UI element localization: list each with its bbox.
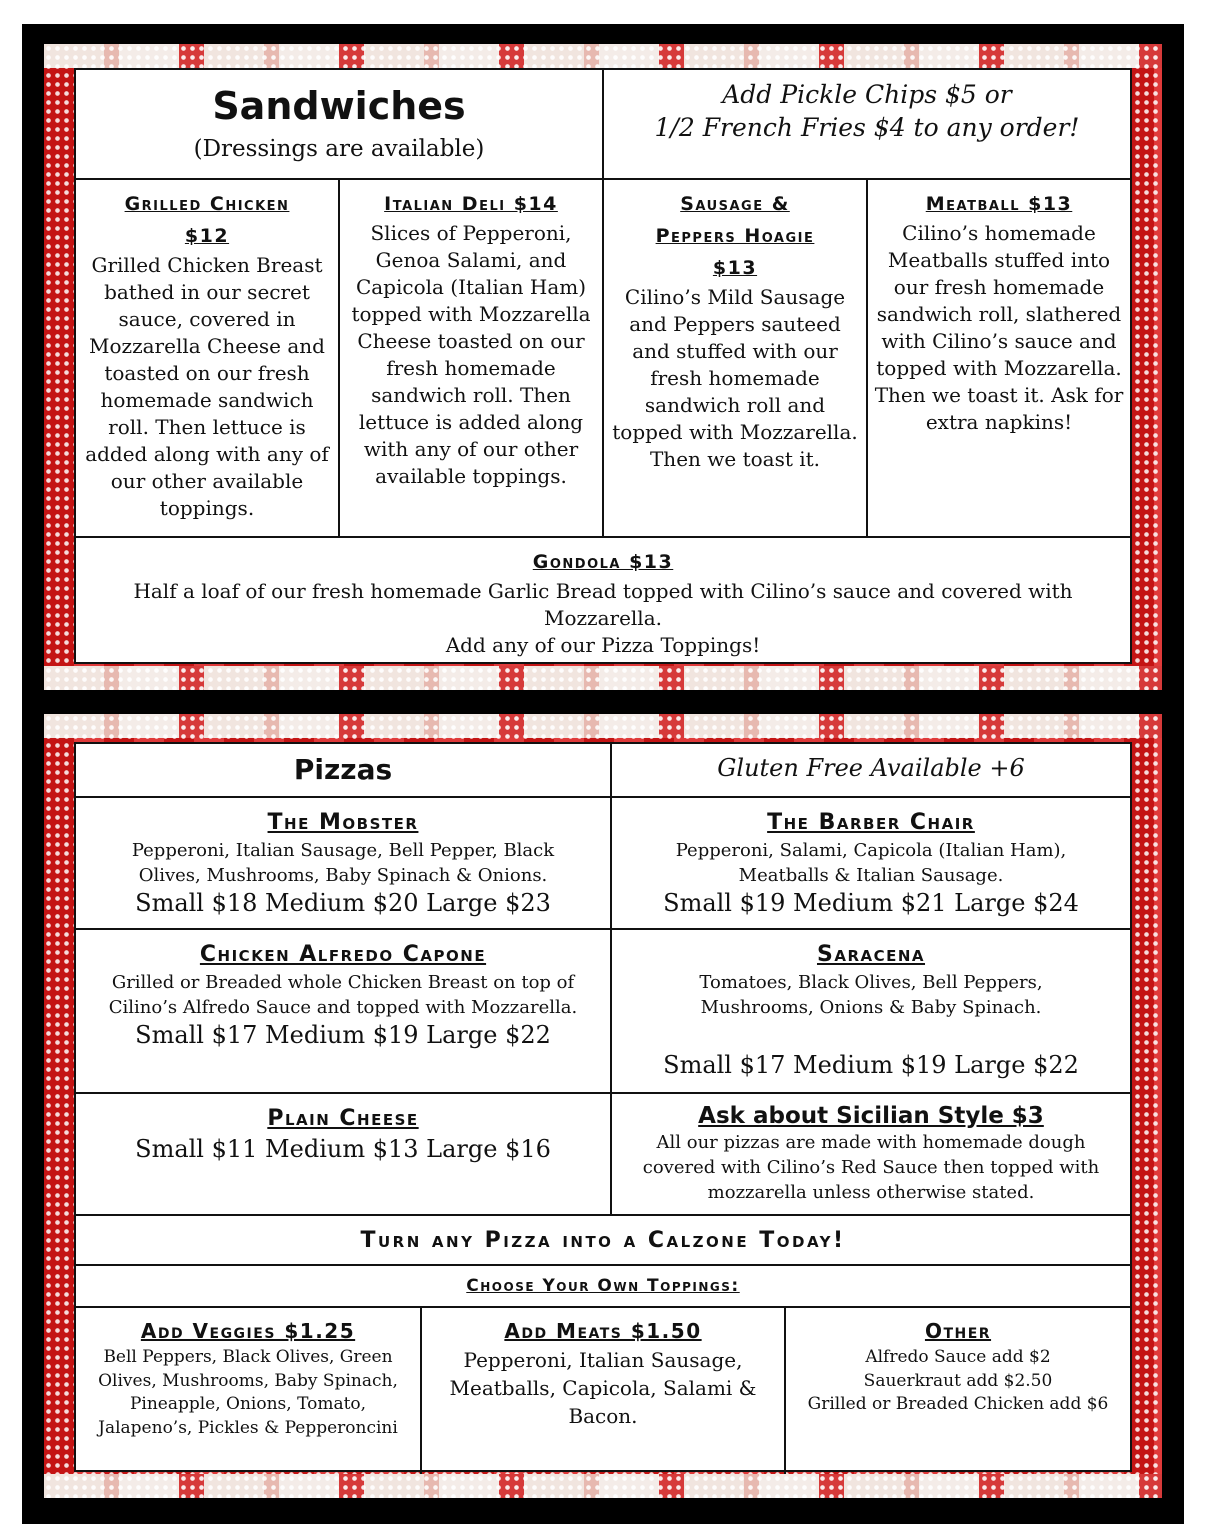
pizzas-title: Pizzas	[293, 753, 393, 786]
sandwiches-note-line2: 1/2 French Fries $4 to any order!	[654, 113, 1080, 142]
sandwich-item	[340, 180, 604, 536]
veggies-description: Bell Peppers, Black Olives, Green Olives, Mushrooms, Baby Spinach, Pineapple, Onions, Tomato, Jalapeno’s, Pickles & Pepperoncini	[98, 1347, 398, 1438]
other-line3: Grilled or Breaded Chicken add $6	[807, 1394, 1109, 1414]
sandwich-description: Cilino’s homemade Meatballs stuffed into our fresh homemade sandwich roll, slathered with Cilino’s sauce and topped with Mozzarella. Then we toast it. Ask for extra napkins!	[874, 221, 1124, 434]
other-line1: Alfredo Sauce add $2	[865, 1347, 1051, 1367]
sandwich-description: Slices of Pepperoni, Genoa Salami, and Capicola (Italian Ham) topped with Mozzarella Cheese toasted on our fresh homemade sandwich roll. Then lettuce is added along with any of our other available toppings.	[351, 221, 591, 488]
choose-toppings-text: Choose Your Own Toppings:	[466, 1276, 740, 1296]
sandwiches-title-cell	[76, 70, 604, 178]
pizzas-title-cell	[76, 744, 612, 796]
sandwiches-items	[76, 180, 1130, 538]
sandwich-title: Grilled Chicken	[124, 193, 290, 215]
sandwich-title: Meatball $13	[925, 193, 1073, 215]
sandwiches-note-line1: Add Pickle Chips $5 or	[722, 80, 1012, 109]
pizza-title: Saracena	[816, 942, 926, 967]
sandwich-title: Sausage &	[680, 193, 790, 215]
sandwiches-header	[76, 70, 1130, 180]
pizza-title: The Barber Chair	[767, 810, 975, 835]
other-title: Other	[924, 1319, 992, 1343]
sandwiches-panel	[44, 44, 1162, 690]
pizza-desc-line2: Mushrooms, Onions & Baby Spinach.	[700, 997, 1042, 1018]
toppings-meats	[422, 1308, 786, 1474]
toppings-veggies	[76, 1308, 422, 1474]
sicilian-desc-line3: mozzarella unless otherwise stated.	[707, 1182, 1035, 1203]
toppings-row	[76, 1308, 1130, 1474]
meats-description: Pepperoni, Italian Sausage, Meatballs, Capicola, Salami & Bacon.	[449, 1348, 757, 1428]
veggies-title: Add Veggies $1.25	[140, 1319, 356, 1343]
pizza-title: The Mobster	[267, 810, 419, 835]
checkered-strip-bottom	[44, 666, 1162, 690]
pizza-item	[76, 930, 612, 1092]
other-line2: Sauerkraut add $2.50	[863, 1370, 1053, 1391]
sandwich-title: Peppers Hoagie	[655, 225, 815, 247]
toppings-other	[786, 1308, 1130, 1474]
gondola-desc-line2: Mozzarella.	[544, 606, 662, 630]
pizza-desc-line1: Tomatoes, Black Olives, Bell Peppers,	[699, 972, 1043, 993]
pizza-prices: Small $11 Medium $13 Large $16	[135, 1135, 551, 1163]
gondola-section	[76, 538, 1130, 662]
checkered-strip-top	[44, 714, 1162, 738]
gondola-desc-line1: Half a loaf of our fresh homemade Garlic Bread topped with Cilino’s sauce and covered with	[133, 579, 1073, 603]
sicilian-item	[612, 1094, 1130, 1214]
gluten-free-note: Gluten Free Available +6	[717, 754, 1025, 782]
calzone-text: Turn any Pizza into a Calzone Today!	[360, 1227, 846, 1253]
pizza-desc-line2: Olives, Mushrooms, Baby Spinach & Onions.	[138, 865, 548, 886]
gondola-desc-line3: Add any of our Pizza Toppings!	[445, 633, 761, 657]
checkered-strip-bottom	[44, 1474, 1162, 1498]
pizzas-card	[74, 742, 1132, 1472]
pizza-row	[76, 798, 1130, 930]
pizza-row	[76, 930, 1130, 1094]
pizza-desc-line2: Cilino’s Alfredo Sauce and topped with Mozzarella.	[108, 997, 578, 1018]
meats-title: Add Meats $1.50	[504, 1319, 702, 1343]
gondola-title: Gondola $13	[532, 551, 674, 573]
sandwiches-card	[74, 68, 1132, 664]
pizza-prices: Small $17 Medium $19 Large $22	[663, 1051, 1079, 1079]
pizza-row	[76, 1094, 1130, 1216]
pizzas-header	[76, 744, 1130, 798]
sandwiches-subtitle: (Dressings are available)	[193, 136, 485, 162]
calzone-banner	[76, 1216, 1130, 1266]
sandwich-price: $13	[712, 257, 758, 279]
pizza-item	[76, 798, 612, 928]
pizza-prices: Small $18 Medium $20 Large $23	[135, 889, 551, 917]
sicilian-title: Ask about Sicilian Style $3	[698, 1103, 1044, 1129]
sandwiches-note-cell	[604, 70, 1130, 178]
sandwich-item	[76, 180, 340, 536]
sandwich-description: Grilled Chicken Breast bathed in our secret sauce, covered in Mozzarella Cheese and toasted on our fresh homemade sandwich roll. Then lettuce is added along with any of our other available toppings.	[85, 253, 329, 520]
pizzas-panel	[44, 714, 1162, 1498]
pizza-desc-line1: Pepperoni, Salami, Capicola (Italian Ham),	[675, 840, 1067, 861]
sandwich-description: Cilino’s Mild Sausage and Peppers sauteed and stuffed with our fresh homemade sandwich roll and topped with Mozzarella. Then we toast it.	[612, 285, 858, 471]
sandwich-title: Italian Deli $14	[384, 193, 558, 215]
sandwich-item	[604, 180, 868, 536]
sandwich-price: $12	[184, 225, 230, 247]
pizza-prices: Small $17 Medium $19 Large $22	[135, 1021, 551, 1049]
pizza-desc-line1: Pepperoni, Italian Sausage, Bell Pepper, Black	[131, 840, 555, 861]
pizza-item	[76, 1094, 612, 1214]
gluten-free-cell	[612, 744, 1130, 796]
sandwiches-title: Sandwiches	[212, 84, 466, 128]
pizza-desc-line2: Meatballs & Italian Sausage.	[738, 865, 1004, 886]
sicilian-desc-line1: All our pizzas are made with homemade dough	[656, 1132, 1086, 1153]
choose-toppings-header	[76, 1266, 1130, 1308]
pizza-title: Chicken Alfredo Capone	[199, 942, 487, 967]
pizza-item	[612, 930, 1130, 1092]
sicilian-desc-line2: covered with Cilino’s Red Sauce then topped with	[642, 1157, 1100, 1178]
pizza-desc-line1: Grilled or Breaded whole Chicken Breast on top of	[111, 972, 575, 993]
pizza-title: Plain Cheese	[267, 1106, 419, 1131]
pizza-item	[612, 798, 1130, 928]
pizza-prices: Small $19 Medium $21 Large $24	[663, 889, 1079, 917]
checkered-strip-top	[44, 44, 1162, 68]
sandwich-item	[868, 180, 1130, 536]
